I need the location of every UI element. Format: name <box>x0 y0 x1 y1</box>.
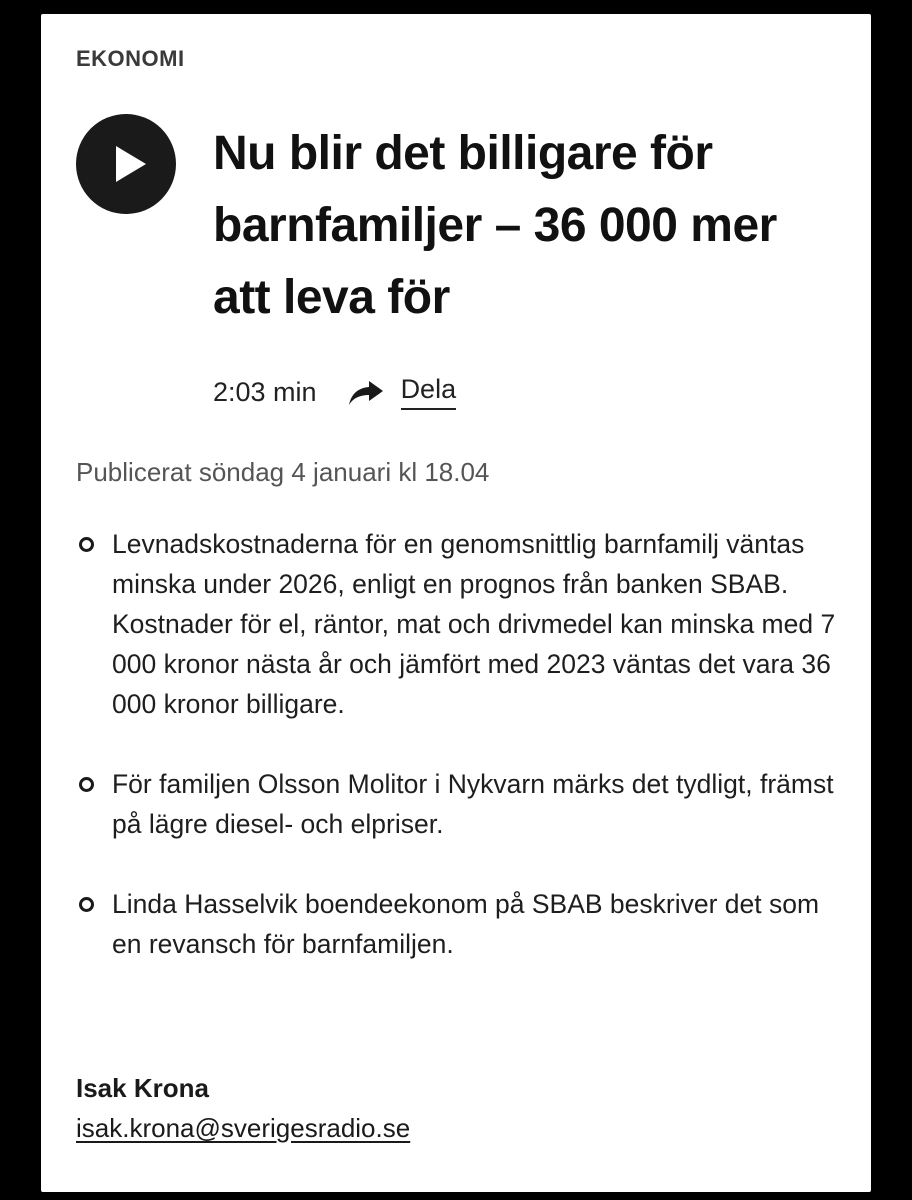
summary-text: Levnadskostnaderna för en genomsnittlig barnfamilj väntas minska under 2026, enligt en prognos från banken SBAB. Kostnader för el, räntor, mat och drivmedel kan minska med 7 000 kronor nästa år och jämfört med 2023 väntas det vara 36 000 kronor billigare. <box>112 529 836 719</box>
summary-list <box>76 524 836 1004</box>
play-icon <box>76 114 176 214</box>
summary-item <box>76 764 836 844</box>
author-name: Isak Krona <box>76 1073 209 1103</box>
summary-text: Linda Hasselvik boendeekonom på SBAB beskriver det som en revansch för barnfamiljen. <box>112 889 820 959</box>
audio-duration: 2:03 min <box>213 376 317 407</box>
bullet-circle-icon <box>79 897 94 912</box>
share-arrow-icon <box>347 377 385 407</box>
play-button[interactable] <box>76 114 176 214</box>
article-card <box>41 14 871 1192</box>
summary-text: För familjen Olsson Molitor i Nykvarn märks det tydligt, främst på lägre diesel- och elpriser. <box>112 769 834 839</box>
share-label: Dela <box>401 374 457 410</box>
bullet-circle-icon <box>79 777 94 792</box>
summary-item <box>76 524 836 724</box>
article-title: Nu blir det billigare för barnfamiljer – 36 000 mer att leva för <box>213 127 777 324</box>
share-button[interactable] <box>347 374 457 410</box>
bullet-circle-icon <box>79 537 94 552</box>
summary-item <box>76 884 836 964</box>
category-label[interactable]: EKONOMI <box>76 46 185 71</box>
byline <box>76 1068 410 1148</box>
published-date: Publicerat söndag 4 januari kl 18.04 <box>76 457 490 487</box>
author-email-link[interactable]: isak.krona@sverigesradio.se <box>76 1113 411 1143</box>
audio-meta-row <box>213 372 456 412</box>
